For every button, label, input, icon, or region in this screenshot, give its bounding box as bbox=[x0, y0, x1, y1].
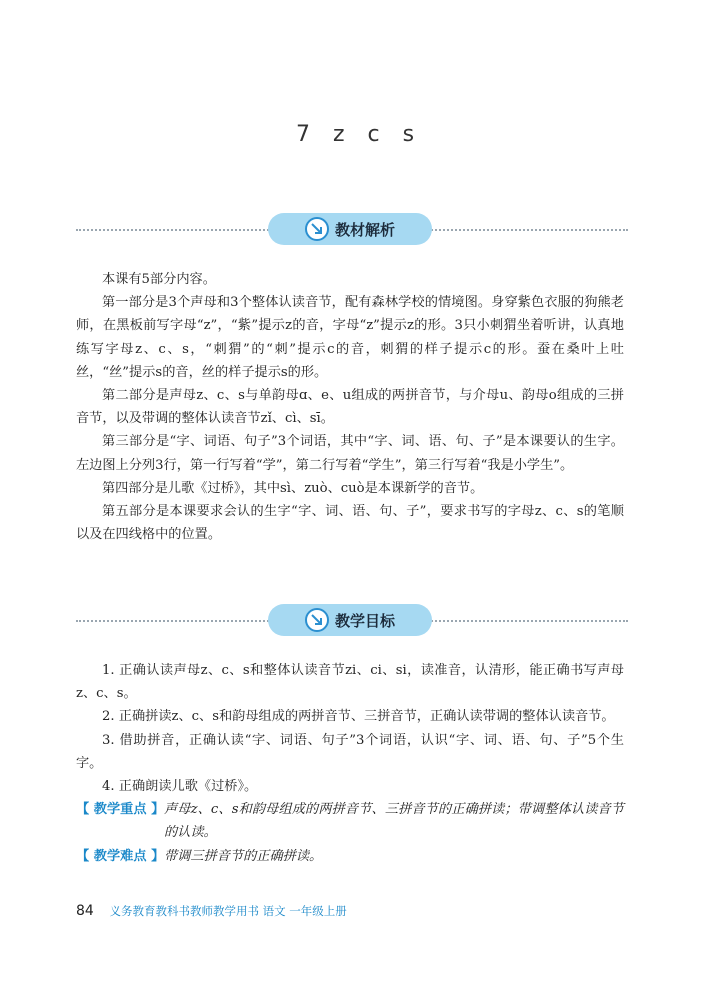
goal-item: 1. 正确认读声母z、c、s和整体认读音节zi、ci、si，读准音，认清形，能正确书写声母z、c、s。 bbox=[76, 663, 624, 702]
difficulty-text: 带调三拼音节的正确拼读。 bbox=[164, 848, 323, 864]
page-footer bbox=[76, 903, 347, 919]
difficulty bbox=[76, 845, 624, 868]
arrow-circle-icon bbox=[305, 608, 329, 632]
book-title: 义务教育教科书教师教学用书 语文 一年级上册 bbox=[109, 904, 347, 918]
lesson-title: 7 z c s bbox=[295, 122, 423, 147]
paragraph: 第二部分是声母z、c、s与单韵母ɑ、e、u组成的两拼音节，与介母u、韵母o组成的三拼音节，以及带调的整体认读音节zǐ、cì、sī。 bbox=[76, 388, 624, 427]
section-badge bbox=[268, 604, 432, 636]
goal-item: 3. 借助拼音，正确认读“字、词语、句子”3个词语，认识“字、词、语、句、子”5个生字。 bbox=[76, 732, 624, 771]
goal-item: 4. 正确朗读儿歌《过桥》。 bbox=[102, 779, 258, 795]
paragraph: 第一部分是3个声母和3个整体认读音节，配有森林学校的情境图。身穿紫色衣服的狗熊老师，在黑板前写字母“z”，“紫”提示z的音，字母“z”提示z的形。3只小刺猬坐着听讲，认真地练写字母z、c、s，“刺猬”的“刺”提示c的音，刺猬的样子提示c的形。蚕在桑叶上吐丝，“丝”提示s的音，丝的样子提示s的形。 bbox=[76, 295, 624, 380]
paragraph: 本课有5部分内容。 bbox=[102, 272, 216, 287]
paragraph: 第三部分是“字、词语、句子”3个词语，其中“字、词、语、句、子”是本课要认的生字。左边图上分列3行，第一行写着“学”，第二行写着“学生”，第三行写着“我是小学生”。 bbox=[76, 434, 624, 473]
analysis-body bbox=[76, 268, 624, 546]
arrow-circle-icon bbox=[305, 217, 329, 241]
difficulty-tag: 【 教学难点 】 bbox=[76, 848, 165, 864]
goals-body bbox=[76, 659, 624, 868]
section-header-analysis bbox=[76, 213, 628, 247]
key-point-tag: 【 教学重点 】 bbox=[76, 802, 165, 818]
section-heading: 教材解析 bbox=[334, 220, 395, 239]
section-heading: 教学目标 bbox=[334, 611, 395, 630]
goal-item: 2. 正确拼读z、c、s和韵母组成的两拼音节、三拼音节，正确认读带调的整体认读音节。 bbox=[102, 709, 615, 725]
section-header-goals bbox=[76, 604, 628, 638]
page-number: 84 bbox=[76, 903, 94, 919]
paragraph: 第四部分是儿歌《过桥》，其中sì、zuò、cuò是本课新学的音节。 bbox=[102, 480, 484, 496]
paragraph: 第五部分是本课要求会认的生字“字、词、语、句、子”，要求书写的字母z、c、s的笔顺以及在四线格中的位置。 bbox=[76, 504, 624, 543]
key-point-text: 声母z、c、s和韵母组成的两拼音节、三拼音节的正确拼读；带调整体认读音节的认读。 bbox=[164, 802, 624, 841]
key-point bbox=[76, 798, 624, 844]
section-badge bbox=[268, 213, 432, 245]
